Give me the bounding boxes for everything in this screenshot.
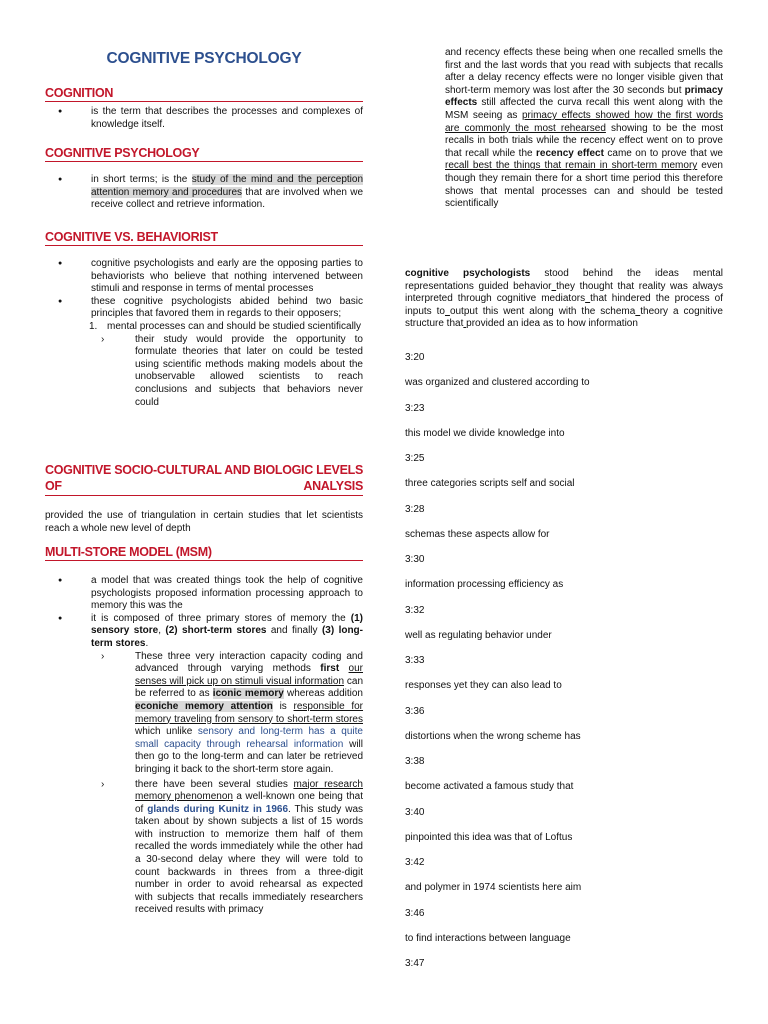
list-item: ● cognitive psychologists and early are the opposing parties to behaviorists who believe that nothing intervened between stimuli and response in terms of mental processes (45, 258, 363, 296)
transcript-line: schemas these aspects allow for (405, 528, 550, 540)
transcript-line: well as regulating behavior under (405, 629, 552, 641)
paragraph: provided the use of triangulation in certain studies that let scientists reach a whole new level of depth (45, 510, 363, 534)
list-item: ● in short terms; is the study of the mind and the perception attention memory and procedures that are involved when we receive collect and retrieve information. (45, 174, 363, 212)
sub-item: › These three very interaction capacity coding and advanced through varying methods first our senses will pick up on stimuli visual information can be referred to as iconic memory whereas addition econiche memory attention is responsible for memory traveling from sensory to short-term stores which unlike sensory and long-term has a quite small capacity through rehearsal information will then go to the long-term and can later be retrieved bringing it back to the short-term store again. (101, 650, 364, 775)
timestamp: 3:23 (405, 402, 425, 414)
heading-cognitive-vs-behaviorist: COGNITIVE VS. BEHAVIORIST (45, 230, 363, 246)
paragraph: cognitive psychologists stood behind the ideas mental representations guided behavior they thought that reality was always interpreted through cognitive mediators that hindered the process of inputs to output this went along with the schema theory a cognitive structure that provided an idea as to how information (405, 268, 723, 330)
heading-levels-of-analysis: COGNITIVE SOCIO-CULTURAL AND BIOLOGIC LEVELS OF ANALYSIS (45, 462, 363, 496)
paragraph: and recency effects these being when one recalled smells the first and the last words that you read with subjects that recalls after a delay recency effects were no longer visible given that short-term memory was lost after the 30 seconds but primacy effects still affected the curva recall this went along with the MSM seeing as primacy effects showed how the first words are commonly the most rehearsed showing to be the most recalls in both trials while the recency effect went on to prove that recall while the recency effect came on to prove that we recall best the things that remain in short-term memory even though they remain there for a short time period this therefore shows that mental processes can and should be tested scientifically (445, 47, 724, 210)
section-levels-of-analysis (45, 462, 363, 535)
transcript-line: become activated a famous study that (405, 781, 574, 792)
heading-cognitive-psychology: COGNITIVE PSYCHOLOGY (45, 146, 363, 162)
numbered-item: 1. mental processes can and should be studied scientifically (89, 320, 362, 332)
transcript-line: to find interactions between language (405, 932, 571, 944)
section-multi-store-model (45, 545, 363, 917)
transcript-line: responses yet they can also lead to (405, 680, 562, 691)
list-item: ● it is composed of three primary stores of memory the (1) sensory store, (2) short-term stores and finally (3) long-term stores. (45, 613, 363, 651)
timestamp: 3:47 (405, 958, 425, 969)
timestamp: 3:46 (405, 907, 425, 919)
timestamp: 3:33 (405, 655, 425, 666)
transcript-line: this model we divide knowledge into (405, 427, 565, 439)
transcript-line: three categories scripts self and social (405, 478, 575, 489)
highlighted-text: study of the mind and the perception attention memory and procedures (91, 174, 364, 198)
list-item: ● a model that was created things took the help of cognitive psychologists proposed information processing approach to memory this was the (45, 575, 363, 613)
heading-cognition: COGNITION (45, 86, 363, 102)
sub-item: › their study would provide the opportunity to formulate theories that later on could be tested using scientific methods making models about the unobservable allowed scientists to reach conclusions and subjects that behaviors never could (101, 333, 363, 408)
timestamp: 3:30 (405, 554, 425, 565)
list-item: ● is the term that describes the processes and complexes of knowledge itself. (45, 106, 363, 131)
timestamp: 3:25 (405, 453, 425, 464)
transcript-line: distortions when the wrong scheme has (405, 730, 581, 742)
timestamp: 3:38 (405, 756, 425, 767)
transcript-line: information processing efficiency as (405, 579, 564, 590)
list-item: ● these cognitive psychologists abided behind two basic principles that favored them in regards to their opposers; (45, 296, 363, 321)
transcript-line: pinpointed this idea was that of Loftus (405, 831, 573, 843)
transcript-line: and polymer in 1974 scientists here aim (405, 882, 582, 893)
section-cognition (45, 86, 363, 131)
timestamp: 3:42 (405, 857, 425, 868)
timestamp: 3:32 (405, 604, 425, 616)
section-cognitive-vs-behaviorist (45, 230, 363, 409)
sub-item: › there have been several studies major research memory phenomenon a well-known one being that of glands during Kunitz in 1966. This study was taken about by shown subjects a list of 15 words with instruction to memorize them half of them recalled the words immediately while the other had a 30-second delay where they will were told to count backwards in threes from a three-digit number in order to avoid rehearsal as expected with subjects that recalls immediately researchers received results with primacy (101, 778, 364, 916)
document-title: COGNITIVE PSYCHOLOGY (106, 50, 302, 67)
heading-multi-store-model: MULTI-STORE MODEL (MSM) (45, 545, 363, 561)
timestamp: 3:36 (405, 705, 425, 717)
timestamp: 3:28 (405, 503, 425, 515)
timestamp: 3:40 (405, 806, 425, 818)
section-cognitive-psychology (45, 146, 363, 212)
transcript-line: was organized and clustered according to (405, 377, 590, 388)
timestamp: 3:20 (405, 352, 425, 363)
